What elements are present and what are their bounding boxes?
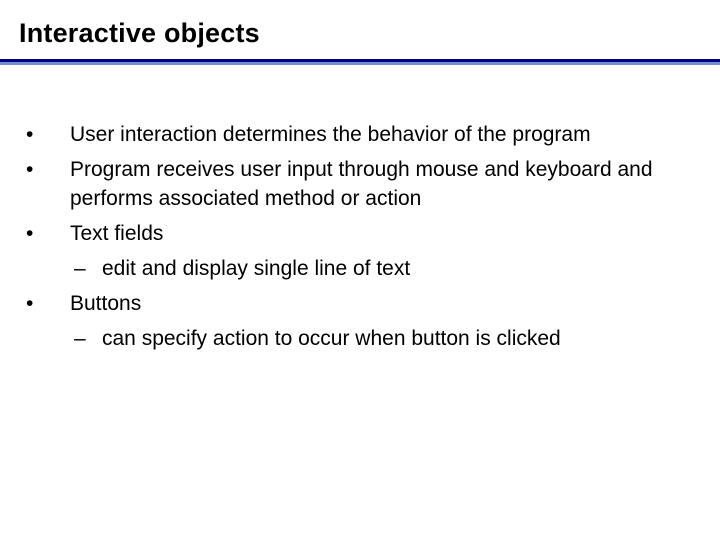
sub-bullet-text: can specify action to occur when button is clicked xyxy=(102,327,561,350)
sub-bullet-marker: – xyxy=(74,327,86,350)
bullet-text: User interaction determines the behavior of the program xyxy=(70,123,591,146)
sub-bullet-marker: – xyxy=(74,257,86,280)
bullet-marker: • xyxy=(26,123,34,146)
title-underline xyxy=(0,59,720,65)
bullet-list xyxy=(26,120,706,359)
bullet-text: Program receives user input through mouse and keyboard and performs associated method or action xyxy=(70,158,653,210)
bullet-item xyxy=(26,155,706,213)
bullet-marker: • xyxy=(26,292,34,315)
sub-bullet-text: edit and display single line of text xyxy=(102,257,411,280)
slide-title: Interactive objects xyxy=(19,18,260,48)
bullet-text: Text fields xyxy=(70,222,164,245)
bullet-item xyxy=(26,289,706,318)
bullet-item xyxy=(26,219,706,248)
sub-bullet-item xyxy=(26,254,706,283)
title-underline-light xyxy=(0,62,720,65)
bullet-marker: • xyxy=(26,158,34,181)
sub-bullet-item xyxy=(26,324,706,353)
bullet-item xyxy=(26,120,706,149)
bullet-text: Buttons xyxy=(70,292,142,315)
bullet-marker: • xyxy=(26,222,34,245)
